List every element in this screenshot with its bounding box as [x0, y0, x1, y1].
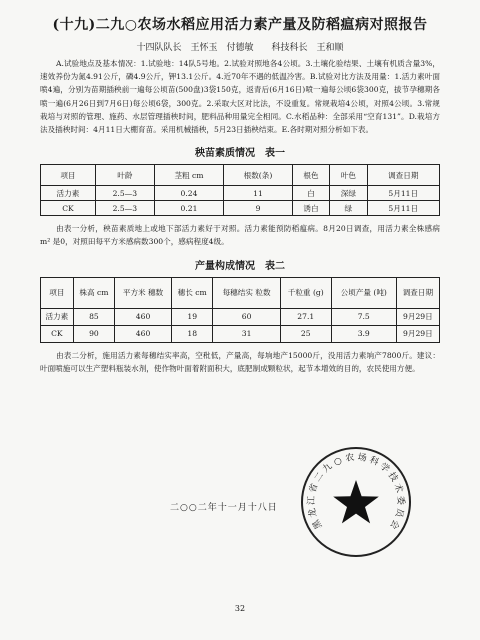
table-cell: 460 — [115, 325, 172, 342]
seal-character: 黑 — [311, 517, 325, 531]
table1-header: 叶色 — [330, 165, 367, 186]
table2-header: 株高 cm — [73, 277, 114, 308]
table-cell: 活力素 — [41, 186, 96, 201]
table-cell: 深绿 — [330, 186, 367, 201]
seal-character: 术 — [391, 482, 404, 495]
table-cell: 绿 — [330, 201, 367, 216]
table1-header-row — [41, 165, 440, 186]
table-cell: 诱白 — [292, 201, 329, 216]
table2-header: 穗长 cm — [172, 277, 213, 308]
report-title: (十九)二九○农场水稻应用活力素产量及防稻瘟病对照报告 — [52, 17, 428, 33]
table-cell: 活力素 — [41, 308, 74, 325]
table2-header: 公顷产量 (吨) — [331, 277, 396, 308]
table-row — [41, 201, 440, 216]
analysis-paragraph-1: 由表一分析，秧苗素质地上或地下部活力素好于对照。活力素能预防稻瘟病。8月20日调查，用活力素全株感病 m² 是0，对照田每平方米感病数300个，感病程度4级。 — [40, 224, 440, 247]
table2-header: 千粒重 (g) — [280, 277, 331, 308]
table-row — [41, 325, 440, 342]
table-cell: 18 — [172, 325, 213, 342]
table-cell: 5月11日 — [367, 201, 439, 216]
table-cell: 2.5—3 — [95, 201, 154, 216]
table-cell: 85 — [73, 308, 114, 325]
seal-character: 九 — [321, 461, 335, 476]
table-row — [41, 308, 440, 325]
seal-character: ○ — [332, 455, 344, 468]
seal-character: 技 — [385, 470, 400, 484]
table1-header: 项目 — [41, 165, 96, 186]
seal-character: 农 — [344, 452, 356, 464]
seal-character: 科 — [367, 455, 381, 469]
table-cell: CK — [41, 325, 74, 342]
table-cell: 11 — [224, 186, 293, 201]
table-cell: 0.24 — [154, 186, 223, 201]
table-cell: 27.1 — [280, 308, 331, 325]
table2-header-row — [41, 277, 440, 308]
seal-character: 省 — [308, 482, 321, 495]
table-cell: 460 — [115, 308, 172, 325]
table2-header: 平方米 穗数 — [115, 277, 172, 308]
intro-paragraph: A.试验地点及基本情况：1.试验地：14队5号地。2.试验对照地各4公顷。3.土壤化验结果、土壤有机质含量3%，速效养份为氮4.91公斤，磷4.9公斤，钾13.1公斤。4.近70年不遇的低温冷害。B.试验对比方法及用量：1.活力素叶面喷4遍，分别为苗期插秧前一遍每公顷苗(500盘)3袋150克，返青后(6月16日)喷一遍每公顷6袋300克，拔节孕穗期各喷一遍(6月26日到7月6日)每公顷6袋，300克。2.采取大区对比法，不设重复。常规栽培4公顷，对照4公顷。3.常规栽培与对照的管理、施药、水层管理插秧时间，肥料品种用量完全相同。C.水稻品种：全部采用“空育131”。D.栽培方法及插秧时间：4月11日大棚育苗。采用机械插秧，5月23日插秧结束。E.各时期对照分析如下表。 — [40, 59, 440, 135]
table-cell: 9月29日 — [396, 308, 439, 325]
seedling-quality-table — [40, 164, 440, 216]
table2-header: 项目 — [41, 277, 74, 308]
table-cell: 19 — [172, 308, 213, 325]
seal-character: 场 — [356, 452, 368, 464]
table1-header: 根色 — [292, 165, 329, 186]
table-cell: 7.5 — [331, 308, 396, 325]
table-cell: 白 — [292, 186, 329, 201]
table-cell: 5月11日 — [367, 186, 439, 201]
seal-character: 二 — [312, 470, 327, 484]
seal-character: 学 — [377, 461, 391, 476]
seal-character: 江 — [306, 495, 318, 506]
seal-character: 龙 — [307, 507, 320, 519]
table1-header: 调查日期 — [367, 165, 439, 186]
table-cell: 9月29日 — [396, 325, 439, 342]
table-cell: 90 — [73, 325, 114, 342]
table-cell: 60 — [213, 308, 280, 325]
table1-header: 叶龄 — [95, 165, 154, 186]
table2-header: 调查日期 — [396, 277, 439, 308]
report-date: 二○○二年十一月十八日 — [170, 503, 278, 513]
table2-caption: 产量构成情况 表二 — [195, 260, 285, 272]
yield-composition-table — [40, 277, 440, 343]
table-cell: 9 — [224, 201, 293, 216]
table-cell: 31 — [213, 325, 280, 342]
table1-header: 根数(条) — [224, 165, 293, 186]
table2-header: 每穗结实 粒数 — [213, 277, 280, 308]
table-row — [41, 186, 440, 201]
official-seal-stamp — [298, 444, 414, 560]
analysis-paragraph-2: 由表二分析，施用活力素每穗结实率高，空秕低，产量高，每垧地产15000斤，没用活力素垧产7800斤。建议：叶面喷施可以生产塑料瓶装水剂，使作物叶面着附面积大，底肥制成颗粒状，起节本增效的目的，农民使用方便。 — [40, 350, 440, 373]
table1-header: 茎粗 cm — [154, 165, 223, 186]
authors-line: 十四队队长 王怀玉 付德敏 科技科长 王和顺 — [136, 43, 344, 53]
page-number: 32 — [234, 604, 246, 613]
seal-character: 委 — [394, 495, 406, 506]
table-cell: 3.9 — [331, 325, 396, 342]
star-icon — [333, 480, 379, 523]
seal-character: 员 — [392, 507, 405, 519]
table-cell: 25 — [280, 325, 331, 342]
table-cell: CK — [41, 201, 96, 216]
seal-character: 会 — [387, 517, 401, 531]
table-cell: 2.5—3 — [95, 186, 154, 201]
table-cell: 0.21 — [154, 201, 223, 216]
table1-caption: 秧苗素质情况 表一 — [195, 148, 285, 160]
